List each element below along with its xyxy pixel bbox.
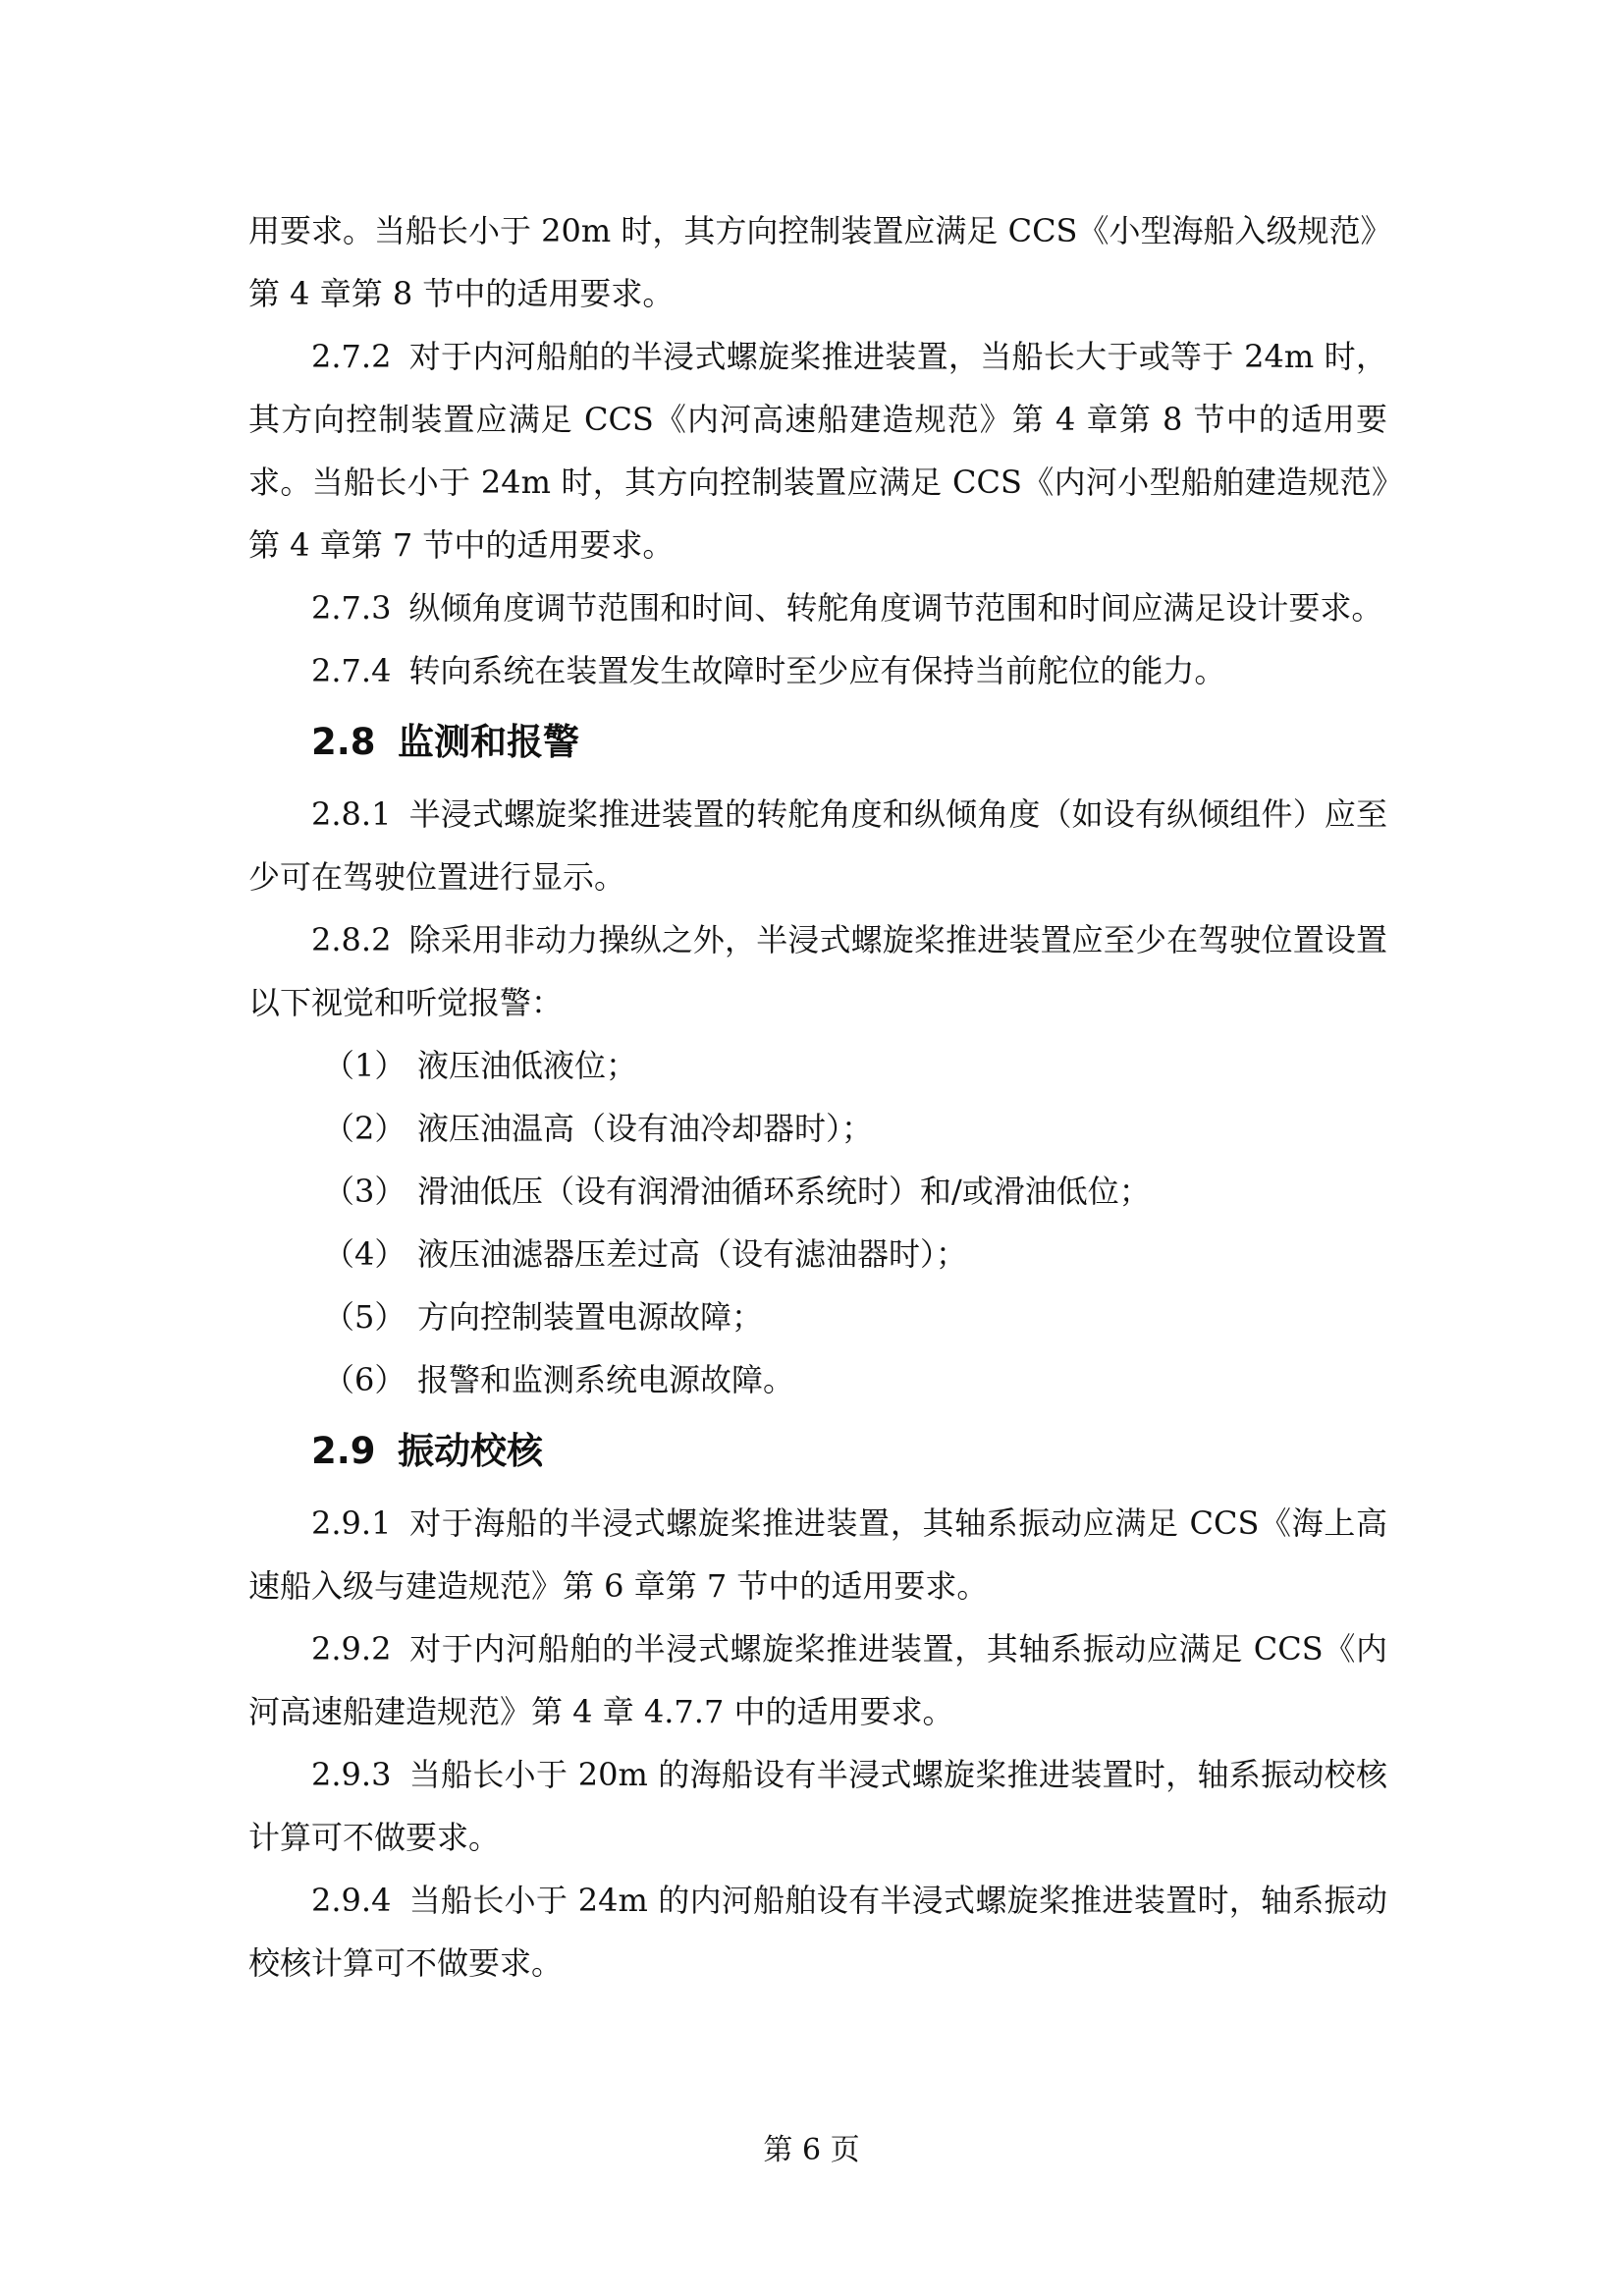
clause-2-8-1 — [248, 783, 1387, 908]
clause-number: 2.8.1 — [311, 795, 392, 833]
clause-2-9-1 — [248, 1492, 1387, 1617]
clause-2-8-2 — [248, 908, 1387, 1034]
clause-2-9-4 — [248, 1869, 1387, 1995]
clause-2-7-4 — [248, 639, 1387, 702]
clause-text: 除采用非动力操纵之外，半浸式螺旋桨推进装置应至少在驾驶位置设置以下视觉和听觉报警： — [248, 921, 1387, 1021]
section-title: 振动校核 — [398, 1430, 543, 1472]
clause-2-7-3 — [248, 576, 1387, 639]
list-item-text: 报警和监测系统电源故障。 — [417, 1361, 795, 1398]
clause-number: 2.7.4 — [311, 652, 392, 689]
list-item-number: （6） — [323, 1361, 406, 1398]
clause-2-9-2 — [248, 1617, 1387, 1743]
clause-text: 当船长小于 24m 的内河船舶设有半浸式螺旋桨推进装置时，轴系振动校核计算可不做要求。 — [248, 1882, 1387, 1982]
list-item-number: （4） — [323, 1235, 406, 1273]
alarm-list — [248, 1034, 1387, 1411]
clause-text: 对于内河船舶的半浸式螺旋桨推进装置，当船长大于或等于 24m 时，其方向控制装置应满足 CCS《内河高速船建造规范》第 4 章第 8 节中的适用要求。当船长小于 24m 时，其方向控制装置应满足 CCS《内河小型船舶建造规范》第 4 章第 7 节中的适用要求。 — [248, 338, 1387, 564]
list-item-number: （2） — [323, 1110, 406, 1147]
clause-number: 2.9.2 — [311, 1630, 392, 1667]
list-item-number: （1） — [323, 1047, 406, 1084]
document-page — [248, 199, 1392, 1995]
list-item — [248, 1034, 1387, 1097]
intro-line-1: 用要求。当船长小于 20m 时，其方向控制装置应满足 CCS《小型海船入级规范》 — [248, 212, 1392, 249]
clause-number: 2.9.3 — [311, 1756, 392, 1793]
list-item-number: （3） — [323, 1173, 406, 1210]
clause-2-9-3 — [248, 1743, 1387, 1869]
list-item-text: 液压油温高（设有油冷却器时）； — [417, 1110, 874, 1147]
clause-text: 当船长小于 20m 的海船设有半浸式螺旋桨推进装置时，轴系振动校核计算可不做要求。 — [248, 1756, 1387, 1856]
list-item — [248, 1223, 1387, 1285]
intro-paragraph — [248, 199, 1392, 325]
list-item — [248, 1348, 1387, 1411]
list-item — [248, 1285, 1387, 1348]
clause-number: 2.9.4 — [311, 1882, 392, 1919]
clause-text: 半浸式螺旋桨推进装置的转舵角度和纵倾角度（如设有纵倾组件）应至少可在驾驶位置进行显示。 — [248, 795, 1387, 896]
section-number: 2.8 — [311, 721, 376, 763]
clause-number: 2.9.1 — [311, 1504, 392, 1542]
clause-number: 2.7.3 — [311, 589, 392, 627]
section-title: 监测和报警 — [398, 721, 579, 763]
list-item — [248, 1097, 1387, 1160]
list-item-number: （5） — [323, 1298, 406, 1336]
clause-number: 2.8.2 — [311, 921, 392, 958]
clause-text: 转向系统在装置发生故障时至少应有保持当前舵位的能力。 — [408, 652, 1226, 689]
page-number: 第 6 页 — [763, 2133, 860, 2167]
list-item-text: 液压油滤器压差过高（设有滤油器时）； — [417, 1235, 968, 1273]
list-item-text: 方向控制装置电源故障； — [417, 1298, 764, 1336]
list-item-text: 液压油低液位； — [417, 1047, 638, 1084]
clause-text: 对于海船的半浸式螺旋桨推进装置，其轴系振动应满足 CCS《海上高速船入级与建造规范》第 6 章第 7 节中的适用要求。 — [248, 1504, 1387, 1605]
list-item-text: 滑油低压（设有润滑油循环系统时）和/或滑油低位； — [417, 1173, 1151, 1210]
list-item — [248, 1160, 1387, 1223]
section-number: 2.9 — [311, 1430, 376, 1472]
clause-text: 对于内河船舶的半浸式螺旋桨推进装置，其轴系振动应满足 CCS《内河高速船建造规范》第 4 章 4.7.7 中的适用要求。 — [248, 1630, 1387, 1730]
section-heading-2-8 — [248, 706, 1387, 779]
section-heading-2-9 — [248, 1415, 1387, 1488]
clause-2-7-2 — [248, 325, 1387, 576]
clause-text: 纵倾角度调节范围和时间、转舵角度调节范围和时间应满足设计要求。 — [408, 589, 1383, 627]
intro-line-2: 第 4 章第 8 节中的适用要求。 — [248, 275, 675, 312]
clause-number: 2.7.2 — [311, 338, 392, 375]
